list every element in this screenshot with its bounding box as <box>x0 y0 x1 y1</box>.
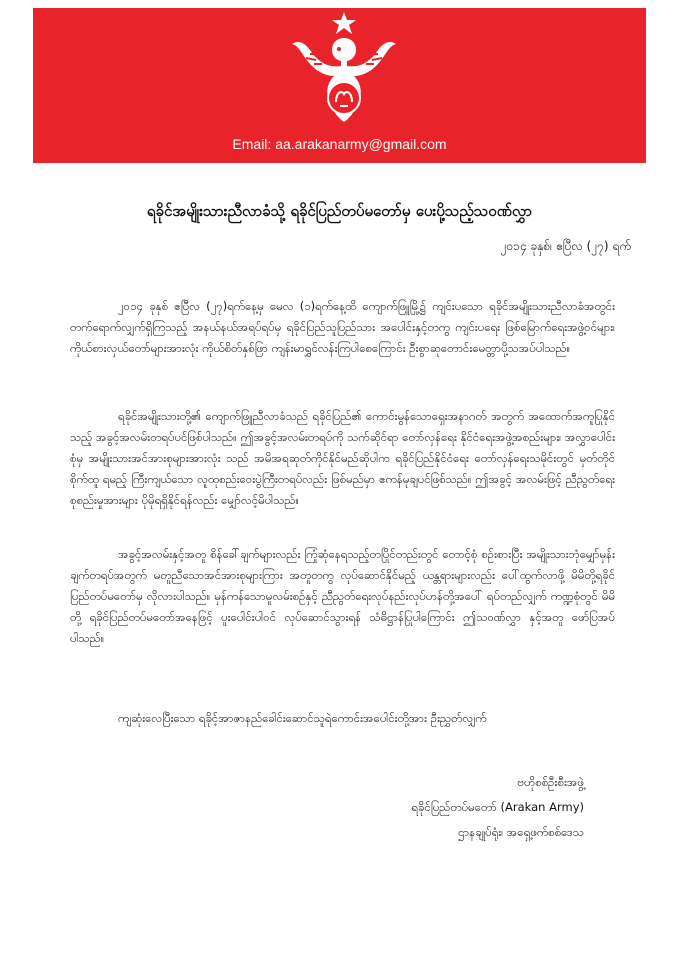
email-address: Email: aa.arakanarmy@gmail.com <box>232 136 447 152</box>
page-title: ရခိုင်အမျိုးသားညီလာခံသို့ ရခိုင်ပြည်တပ်မတော်မှ ပေးပို့သည့်သဝဏ်လွှာ <box>146 202 533 220</box>
header-banner <box>33 8 646 163</box>
signature-line-1: ဗဟိုစစ်ဦးစီးအဖွဲ့ <box>517 775 584 789</box>
body-paragraph-3: အခွင့်အလမ်းနှင့်အတူ စိန်ခေါ်ချက်များလည်း ကြုံဆုံနေရသည့်တပြိုင်တည်းတွင် တောင့်စုံ စဉ်းစားပြီး အမျိုးသားဘုံမျှော်မှန်းချက်တရပ်အတွက် မတူညီသောအင်အားစုများကြား အတူတကွ လုပ်ဆောင်နိုင်မည့် ယန္တရားများလည်း ပေါ်ထွက်လာဖို့ မိမိတို့ရခိုင်ပြည်တပ်မတော်မှ လိုလားပါသည်။ မှန်ကန်သောမူလမ်းစဉ်နှင့် ညီညွတ်ရေးလုပ်နည်းလုပ်ဟန်တို့အပေါ် ရပ်တည်လျှက် ကဏ္ဍစုံတွင် မိမိတို့ ရခိုင်ပြည်တပ်မတော်အနေဖြင့် ပူးပေါင်းပါဝင် လုပ်ဆောင်သွားရန် သံဓိဋ္ဌာန်ပြုပါကြောင်း ဤသဝဏ်လွှာ နှင့်အတူ ဖော်ပြအပ်ပါသည်။ <box>70 547 615 645</box>
signature-line-2: ရခိုင်ပြည်တပ်မတော် (Arakan Army) <box>411 800 584 814</box>
signature-block <box>411 770 584 845</box>
closing-line: ကျဆုံးလေပြီးသော ရခိုင့်အာဇာနည်ခေါင်းဆောင်သူရဲကောင်းအပေါင်းတို့အား ဦးညွှတ်လျှက် <box>118 711 487 725</box>
document-date: ၂၀၁၄ ခုနှစ်၊ ဧပြီလ (၂၇) ရက် <box>500 239 631 253</box>
body-paragraph-2: ရခိုင်အမျိုးသားတို့၏ ကျောက်ဖြူညီလာခံသည် ရခိုင်ပြည်၏ ကောင်းမွန်သောရှေးအနာဂတ် အတွက် အထောက်အကူပြုနိုင်သည့် အခွင့်အလမ်းတရပ်ပင်ဖြစ်ပါသည်။ ဤအခွင့်အလမ်းတရပ်ကို သက်ဆိုင်ရာ တော်လှန်ရေး နိုင်ငံရေးအဖွဲ့အစည်းများ၊ အလွှာပေါင်းစုံမှ အမျိုးသားအင်အားစုများအားလုံး သည် အမိအရဆုတ်ကိုင်နိုင်မည်ဆိုပါက ရခိုင်ပြည်နိုင်ငံရေး တော်လှန်ရေးသမိုင်းတွင် မှတ်တိုင်စိုက်ထူ ရမည့် ကြီးကျယ်သော လူထုစည်းဝေးပွဲကြီးတရပ်လည်း ဖြစ်မည်မှာ ဧကန်မုချပင်ဖြစ်သည်။ ဤအခွင့် အလမ်းဖြင့် ညီညွတ်ရေးစုစည်းမှုအားများ ပိုမိုရရှိနိုင်ရန်လည်း မျှော်လင့်မိပါသည်။ <box>70 409 615 507</box>
body-paragraph-1: ၂၀၁၄ ခုနှစ် ဧပြီလ (၂၇)ရက်နေ့မှ မေလ (၁)ရက်နေ့ထိ ကျောက်ဖြူမြို့၌ ကျင်းပသော ရခိုင်အမျိုးသားညီလာခံအတွင်း တက်ရောက်လျှက်ရှိကြသည့် အနယ်နယ်အရပ်ရပ်မှ ရခိုင်ပြည်သူပြည်သား အပေါင်းနှင့်တကွ ကျင်းပရေး ဖြစ်မြောက်ရေးအဖွဲ့ဝင်များ၊ ကိုယ်စားလှယ်တော်များအားလုံး ကိုယ်စိတ်နှစ်ဖြာ ကျန်းမာရွှင်လန်းကြပါစေကြောင်း ဦးစွာဆုတောင်းမေတ္တာပို့သအပ်ပါသည်။ <box>70 299 615 355</box>
eagle-star-emblem-icon <box>288 10 400 128</box>
signature-line-3: ဌာနချုပ်ရုံး၊ အရှေ့ဖက်စစ်ဒေသ <box>458 825 584 839</box>
